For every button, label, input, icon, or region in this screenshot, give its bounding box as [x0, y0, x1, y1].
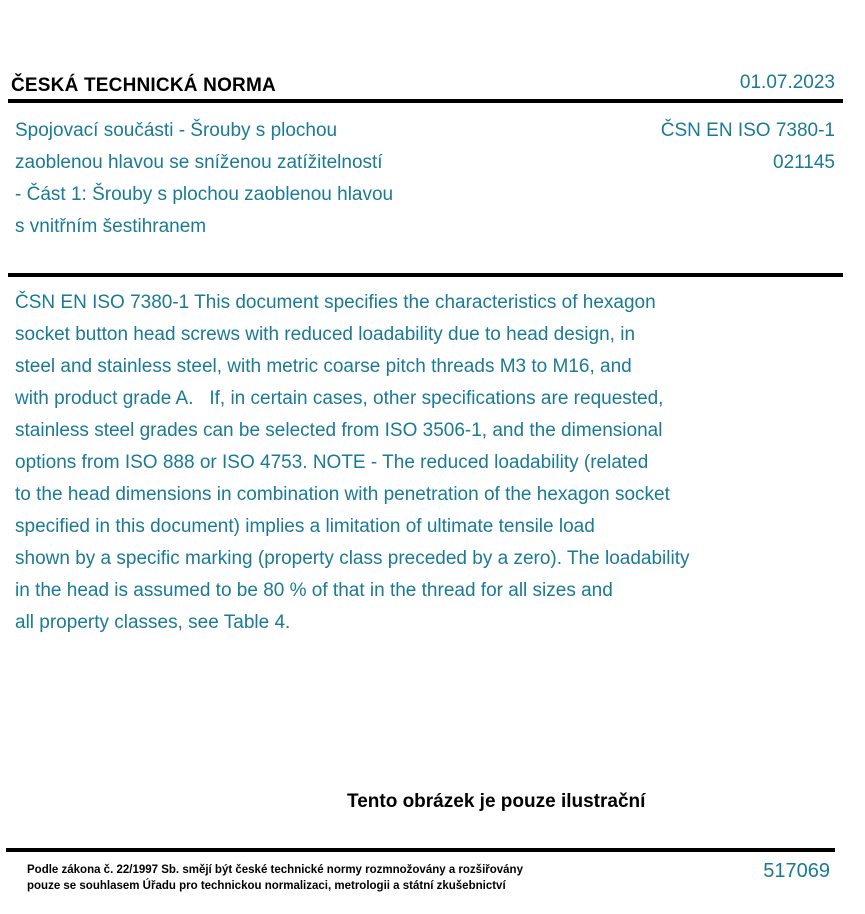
- header-date: 01.07.2023: [739, 72, 835, 93]
- class-code: 021145: [773, 152, 835, 173]
- middle-divider: [8, 273, 843, 277]
- abstract-line: socket button head screws with reduced loadability due to head design, in: [15, 324, 636, 345]
- standard-title-line: - Část 1: Šrouby s plochou zaoblenou hlavou: [15, 184, 394, 205]
- legal-notice: [27, 862, 523, 894]
- bottom-divider: [6, 848, 835, 852]
- standard-title: [15, 115, 465, 243]
- abstract-line: in the head is assumed to be 80 % of that in the thread for all sizes and: [15, 580, 613, 601]
- illustration-note: Tento obrázek je pouze ilustrační: [347, 791, 646, 812]
- abstract-line: stainless steel grades can be selected from ISO 3506-1, and the dimensional: [15, 420, 663, 441]
- abstract-line: shown by a specific marking (property class preceded by a zero). The loadability: [15, 548, 690, 569]
- top-divider: [8, 99, 843, 103]
- abstract-line: with product grade A. If, in certain cases, other specifications are requested,: [15, 388, 664, 409]
- abstract-line: steel and stainless steel, with metric coarse pitch threads M3 to M16, and: [15, 356, 632, 377]
- header-title: ČESKÁ TECHNICKÁ NORMA: [11, 75, 276, 96]
- abstract-text: [15, 287, 835, 639]
- document-number: 517069: [763, 860, 830, 882]
- legal-line: pouze se souhlasem Úřadu pro technickou normalizaci, metrologii a státní zkušebnictví: [27, 880, 506, 892]
- abstract-line: to the head dimensions in combination with penetration of the hexagon socket: [15, 484, 670, 505]
- legal-line: Podle zákona č. 22/1997 Sb. smějí být české technické normy rozmnožovány a rozšiřovány: [27, 864, 523, 876]
- standard-codes: [661, 115, 835, 179]
- standard-title-line: s vnitřním šestihranem: [15, 216, 207, 237]
- abstract-line: options from ISO 888 or ISO 4753. NOTE - The reduced loadability (related: [15, 452, 649, 473]
- standard-designation: ČSN EN ISO 7380-1: [660, 120, 835, 141]
- standard-title-line: zaoblenou hlavou se sníženou zatížitelností: [15, 152, 383, 173]
- abstract-line: specified in this document) implies a limitation of ultimate tensile load: [15, 516, 595, 537]
- abstract-line: all property classes, see Table 4.: [15, 612, 291, 633]
- abstract-line: ČSN EN ISO 7380-1 This document specifies the characteristics of hexagon: [15, 292, 656, 313]
- standard-title-line: Spojovací součásti - Šrouby s plochou: [15, 120, 338, 141]
